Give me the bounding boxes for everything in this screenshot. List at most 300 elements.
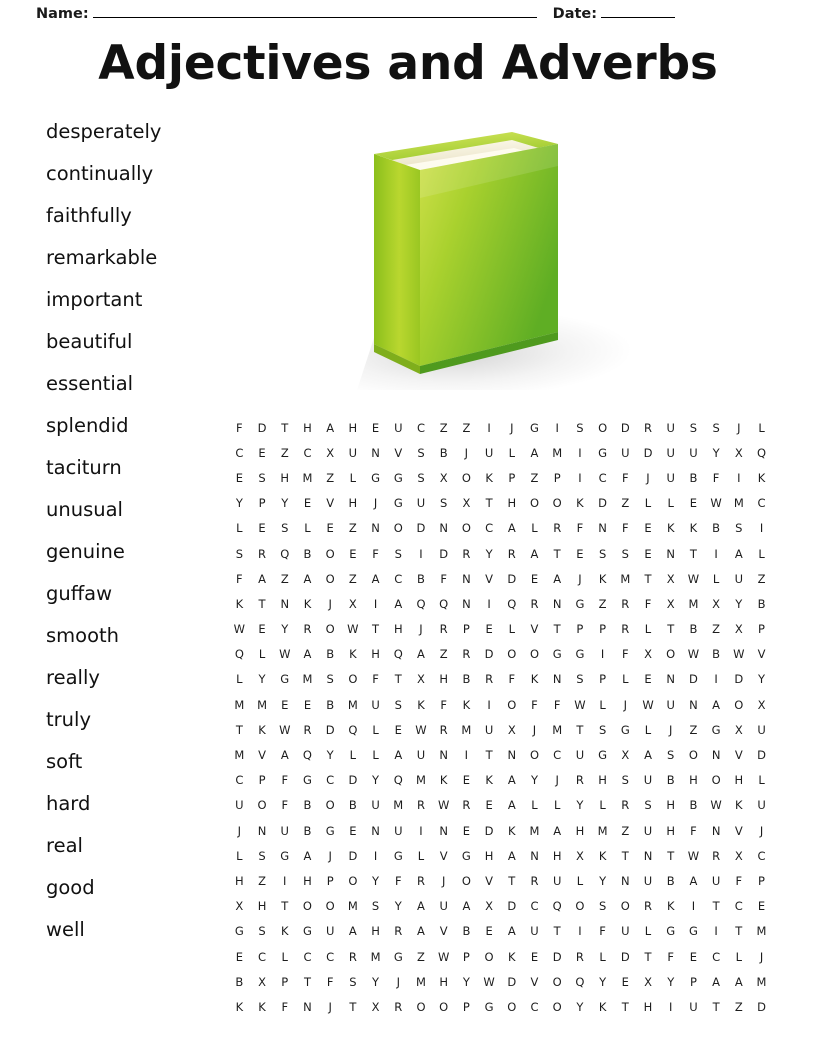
grid-cell[interactable]: J [328,596,332,611]
grid-cell[interactable]: L [349,748,357,763]
grid-cell[interactable]: B [235,974,244,989]
grid-cell[interactable]: F [531,697,538,712]
grid-cell[interactable]: A [507,848,516,863]
grid-cell[interactable]: K [576,496,584,511]
grid-cell[interactable]: S [258,470,266,485]
grid-cell[interactable]: K [485,470,493,485]
grid-cell[interactable]: I [578,470,582,485]
grid-cell[interactable]: L [508,622,515,637]
grid-cell[interactable]: A [417,647,425,662]
grid-cell[interactable]: Z [348,571,357,586]
grid-cell[interactable]: O [507,697,517,712]
grid-cell[interactable]: G [393,848,403,863]
grid-cell[interactable]: Z [439,420,448,435]
grid-cell[interactable]: Y [372,773,380,788]
grid-cell[interactable]: G [393,496,403,511]
grid-cell[interactable]: W [415,722,427,737]
grid-cell[interactable]: N [643,848,653,863]
grid-cell[interactable]: B [757,596,766,611]
grid-cell[interactable]: K [598,999,607,1014]
grid-cell[interactable]: Y [576,999,584,1014]
grid-cell[interactable]: F [236,420,243,435]
grid-cell[interactable]: S [735,521,743,536]
grid-cell[interactable]: O [439,999,449,1014]
grid-cell[interactable]: X [485,899,494,914]
grid-cell[interactable]: T [281,420,289,435]
grid-cell[interactable]: H [303,873,312,888]
grid-cell[interactable]: H [235,873,244,888]
grid-cell[interactable]: M [257,697,268,712]
grid-cell[interactable]: L [644,622,652,637]
grid-cell[interactable]: L [644,924,652,939]
grid-cell[interactable]: J [578,571,582,586]
grid-cell[interactable]: S [417,445,425,460]
grid-cell[interactable]: Q [393,773,403,788]
grid-cell[interactable]: K [258,999,266,1014]
grid-cell[interactable]: I [578,924,582,939]
grid-cell[interactable]: E [349,546,357,561]
grid-cell[interactable]: B [462,672,471,687]
grid-cell[interactable]: X [734,848,743,863]
grid-cell[interactable]: K [757,470,766,485]
grid-cell[interactable]: J [646,470,650,485]
grid-cell[interactable]: H [666,798,676,813]
grid-cell[interactable]: L [258,647,266,662]
grid-cell[interactable]: O [461,470,471,485]
grid-cell[interactable]: K [689,521,698,536]
grid-cell[interactable]: S [349,974,357,989]
grid-cell[interactable]: D [257,420,267,435]
grid-cell[interactable]: E [258,445,266,460]
grid-cell[interactable]: E [462,773,471,788]
grid-cell[interactable]: L [372,748,379,763]
grid-cell[interactable]: O [325,622,335,637]
grid-cell[interactable]: J [759,823,764,838]
grid-cell[interactable]: V [757,647,766,662]
grid-cell[interactable]: F [508,672,516,687]
grid-cell[interactable]: T [303,974,311,989]
grid-cell[interactable]: Z [621,496,630,511]
grid-cell[interactable]: O [393,521,403,536]
grid-cell[interactable]: D [416,521,426,536]
grid-cell[interactable]: C [394,571,403,586]
grid-cell[interactable]: G [371,470,381,485]
grid-cell[interactable]: R [485,672,494,687]
grid-cell[interactable]: F [326,974,334,989]
grid-cell[interactable]: O [575,899,585,914]
grid-cell[interactable]: P [326,873,334,888]
grid-cell[interactable]: I [691,899,696,914]
grid-cell[interactable]: O [348,672,358,687]
grid-cell[interactable]: M [234,697,245,712]
grid-cell[interactable]: G [461,848,471,863]
grid-cell[interactable]: T [667,622,675,637]
grid-cell[interactable]: A [394,596,403,611]
grid-cell[interactable]: O [325,571,335,586]
grid-cell[interactable]: L [758,546,765,561]
grid-cell[interactable]: E [644,546,652,561]
grid-cell[interactable]: V [530,974,539,989]
grid-cell[interactable]: Y [394,899,402,914]
grid-cell[interactable]: M [347,697,358,712]
grid-cell[interactable]: A [553,571,562,586]
grid-cell[interactable]: O [552,974,562,989]
date-write-line[interactable] [601,7,675,18]
grid-cell[interactable]: M [756,974,767,989]
grid-cell[interactable]: X [644,647,652,662]
grid-cell[interactable]: J [737,420,741,435]
grid-cell[interactable]: D [598,496,608,511]
grid-cell[interactable]: J [396,974,400,989]
grid-cell[interactable]: C [734,899,743,914]
grid-cell[interactable]: B [462,924,471,939]
grid-cell[interactable]: A [507,798,516,813]
grid-cell[interactable]: E [235,949,243,964]
grid-cell[interactable]: C [530,899,539,914]
grid-cell[interactable]: O [620,899,630,914]
grid-cell[interactable]: D [620,420,630,435]
grid-cell[interactable]: L [553,798,561,813]
grid-cell[interactable]: O [507,999,517,1014]
grid-cell[interactable]: I [759,521,764,536]
grid-cell[interactable]: M [620,571,631,586]
grid-cell[interactable]: G [666,924,676,939]
grid-cell[interactable]: X [666,571,675,586]
grid-cell[interactable]: Y [235,496,243,511]
grid-cell[interactable]: T [621,848,629,863]
grid-cell[interactable]: N [371,521,380,536]
grid-cell[interactable]: R [258,546,267,561]
grid-cell[interactable]: U [484,722,494,737]
grid-cell[interactable]: S [576,420,584,435]
grid-cell[interactable]: L [372,722,379,737]
grid-cell[interactable]: G [484,999,494,1014]
grid-cell[interactable]: A [530,546,539,561]
grid-cell[interactable]: L [712,571,720,586]
grid-cell[interactable]: W [687,848,700,863]
grid-cell[interactable]: A [712,697,721,712]
grid-cell[interactable]: E [326,521,334,536]
grid-cell[interactable]: U [371,697,380,712]
grid-cell[interactable]: F [236,571,243,586]
grid-cell[interactable]: I [714,672,718,687]
grid-cell[interactable]: X [417,672,425,687]
grid-cell[interactable]: E [644,521,652,536]
grid-cell[interactable]: G [234,924,244,939]
grid-cell[interactable]: H [439,974,448,989]
grid-cell[interactable]: G [280,672,290,687]
grid-cell[interactable]: L [417,848,425,863]
grid-cell[interactable]: F [281,773,289,788]
grid-cell[interactable]: N [257,823,267,838]
grid-cell[interactable]: N [462,571,471,586]
grid-cell[interactable]: N [666,672,676,687]
grid-cell[interactable]: P [758,622,765,637]
grid-cell[interactable]: S [689,420,698,435]
grid-cell[interactable]: E [621,974,629,989]
grid-cell[interactable]: G [325,823,335,838]
grid-cell[interactable]: Y [462,974,470,989]
grid-cell[interactable]: O [666,647,676,662]
grid-cell[interactable]: G [530,420,539,435]
grid-cell[interactable]: K [666,521,675,536]
grid-cell[interactable]: F [621,470,629,485]
grid-cell[interactable]: X [734,622,743,637]
grid-cell[interactable]: E [485,622,493,637]
grid-cell[interactable]: S [440,496,448,511]
grid-cell[interactable]: S [371,899,380,914]
grid-cell[interactable]: J [441,873,446,888]
grid-cell[interactable]: Y [372,974,380,989]
grid-cell[interactable]: B [439,445,448,460]
grid-cell[interactable]: W [710,496,722,511]
grid-cell[interactable]: O [461,873,471,888]
grid-cell[interactable]: O [325,546,335,561]
grid-cell[interactable]: F [440,697,447,712]
grid-cell[interactable]: Y [258,672,266,687]
grid-cell[interactable]: U [416,496,426,511]
grid-cell[interactable]: T [621,999,629,1014]
grid-cell[interactable]: F [621,521,629,536]
grid-cell[interactable]: D [734,672,744,687]
grid-cell[interactable]: S [667,748,675,763]
grid-cell[interactable]: T [485,748,493,763]
grid-cell[interactable]: R [439,722,448,737]
grid-cell[interactable]: R [439,622,448,637]
grid-cell[interactable]: O [325,798,335,813]
grid-cell[interactable]: X [621,748,630,763]
grid-cell[interactable]: U [280,823,289,838]
grid-cell[interactable]: A [417,924,425,939]
grid-cell[interactable]: U [235,798,244,813]
grid-cell[interactable]: N [598,521,607,536]
grid-cell[interactable]: I [487,420,491,435]
grid-cell[interactable]: K [439,773,448,788]
grid-cell[interactable]: O [484,949,494,964]
grid-cell[interactable]: X [666,596,675,611]
grid-cell[interactable]: P [462,999,470,1014]
grid-cell[interactable]: S [598,899,607,914]
grid-cell[interactable]: H [689,773,698,788]
grid-cell[interactable]: Z [326,470,335,485]
grid-cell[interactable]: F [735,873,743,888]
grid-cell[interactable]: H [552,848,562,863]
grid-cell[interactable]: U [734,571,744,586]
grid-cell[interactable]: Q [416,596,426,611]
grid-cell[interactable]: V [485,873,494,888]
grid-cell[interactable]: V [439,924,448,939]
grid-cell[interactable]: Z [621,823,630,838]
grid-cell[interactable]: C [485,521,494,536]
grid-cell[interactable]: M [597,823,608,838]
grid-cell[interactable]: B [712,521,721,536]
grid-cell[interactable]: R [575,949,584,964]
grid-cell[interactable]: E [235,470,243,485]
grid-cell[interactable]: L [599,949,606,964]
grid-cell[interactable]: W [687,571,700,586]
grid-cell[interactable]: W [347,622,359,637]
grid-cell[interactable]: X [235,899,244,914]
grid-cell[interactable]: H [575,823,585,838]
grid-cell[interactable]: G [688,924,698,939]
grid-cell[interactable]: E [644,672,652,687]
grid-cell[interactable]: U [689,999,698,1014]
grid-cell[interactable]: T [712,999,720,1014]
grid-cell[interactable]: U [394,420,403,435]
grid-cell[interactable]: O [461,521,471,536]
grid-cell[interactable]: H [734,773,744,788]
grid-cell[interactable]: A [553,823,562,838]
grid-cell[interactable]: H [303,420,312,435]
grid-cell[interactable]: F [576,521,584,536]
grid-cell[interactable]: D [439,546,449,561]
grid-cell[interactable]: P [462,622,470,637]
grid-cell[interactable]: Z [689,722,698,737]
grid-cell[interactable]: Q [302,748,312,763]
grid-cell[interactable]: U [552,873,562,888]
grid-cell[interactable]: B [303,546,312,561]
grid-cell[interactable]: T [576,722,584,737]
grid-cell[interactable]: M [416,773,426,788]
grid-cell[interactable]: E [281,697,289,712]
grid-cell[interactable]: O [325,899,335,914]
grid-cell[interactable]: O [507,647,517,662]
grid-cell[interactable]: G [303,924,312,939]
grid-cell[interactable]: U [666,445,675,460]
grid-cell[interactable]: A [689,873,698,888]
grid-cell[interactable]: B [689,622,698,637]
grid-cell[interactable]: A [326,420,335,435]
grid-cell[interactable]: Y [599,974,607,989]
grid-cell[interactable]: M [552,445,563,460]
grid-cell[interactable]: L [531,521,538,536]
grid-cell[interactable]: C [326,773,335,788]
grid-cell[interactable]: P [462,949,470,964]
grid-cell[interactable]: G [575,647,585,662]
grid-cell[interactable]: R [462,798,471,813]
grid-cell[interactable]: O [348,873,358,888]
grid-cell[interactable]: P [599,622,607,637]
grid-cell[interactable]: U [757,798,766,813]
grid-cell[interactable]: W [483,974,495,989]
grid-cell[interactable]: N [303,999,312,1014]
grid-cell[interactable]: Y [599,873,607,888]
grid-cell[interactable]: W [733,647,745,662]
grid-cell[interactable]: K [485,773,493,788]
grid-cell[interactable]: I [464,748,469,763]
grid-cell[interactable]: A [258,571,266,586]
grid-cell[interactable]: D [507,571,517,586]
grid-cell[interactable]: T [667,848,675,863]
grid-cell[interactable]: R [303,722,312,737]
grid-cell[interactable]: P [758,873,765,888]
grid-cell[interactable]: A [530,445,539,460]
grid-cell[interactable]: A [280,748,289,763]
grid-cell[interactable]: T [553,924,561,939]
grid-cell[interactable]: L [599,798,606,813]
grid-cell[interactable]: A [394,748,403,763]
grid-cell[interactable]: R [462,546,471,561]
grid-cell[interactable]: T [485,496,493,511]
grid-cell[interactable]: L [531,798,538,813]
grid-cell[interactable]: K [280,924,289,939]
grid-cell[interactable]: A [507,773,516,788]
grid-cell[interactable]: L [304,521,311,536]
grid-cell[interactable]: F [281,798,289,813]
grid-cell[interactable]: J [510,420,514,435]
grid-cell[interactable]: X [462,496,471,511]
grid-cell[interactable]: H [371,924,380,939]
grid-cell[interactable]: H [439,672,448,687]
grid-cell[interactable]: D [348,773,358,788]
grid-cell[interactable]: B [689,798,698,813]
grid-cell[interactable]: E [689,496,698,511]
grid-cell[interactable]: U [643,823,653,838]
grid-cell[interactable]: N [621,873,630,888]
grid-cell[interactable]: N [711,748,721,763]
grid-cell[interactable]: S [235,546,243,561]
grid-cell[interactable]: M [733,496,744,511]
grid-cell[interactable]: D [484,647,494,662]
grid-cell[interactable]: M [688,596,699,611]
grid-cell[interactable]: V [258,748,266,763]
grid-cell[interactable]: P [281,974,289,989]
grid-cell[interactable]: S [576,672,584,687]
grid-cell[interactable]: A [417,899,425,914]
grid-cell[interactable]: G [393,470,403,485]
grid-cell[interactable]: O [257,798,267,813]
grid-cell[interactable]: N [371,823,380,838]
grid-cell[interactable]: K [508,823,516,838]
grid-cell[interactable]: Z [348,521,357,536]
grid-cell[interactable]: G [552,647,562,662]
grid-cell[interactable]: K [417,697,425,712]
grid-cell[interactable]: K [235,596,244,611]
grid-cell[interactable]: Y [485,546,493,561]
grid-cell[interactable]: T [644,571,652,586]
grid-cell[interactable]: E [485,924,493,939]
grid-cell[interactable]: E [530,949,539,964]
grid-cell[interactable]: M [529,823,540,838]
grid-cell[interactable]: M [756,924,767,939]
grid-cell[interactable]: D [620,949,630,964]
grid-cell[interactable]: Y [576,798,584,813]
grid-cell[interactable]: L [758,420,765,435]
grid-cell[interactable]: L [667,496,674,511]
grid-cell[interactable]: D [757,999,766,1014]
grid-cell[interactable]: P [258,496,266,511]
grid-cell[interactable]: U [530,924,539,939]
grid-cell[interactable]: Z [530,470,539,485]
grid-cell[interactable]: X [734,722,743,737]
grid-cell[interactable]: F [440,571,447,586]
grid-cell[interactable]: L [236,848,243,863]
grid-cell[interactable]: U [575,748,585,763]
grid-cell[interactable]: J [669,722,673,737]
grid-cell[interactable]: I [578,445,582,460]
grid-cell[interactable]: A [371,571,380,586]
grid-cell[interactable]: M [234,748,245,763]
grid-cell[interactable]: M [347,899,358,914]
grid-cell[interactable]: E [394,722,402,737]
grid-cell[interactable]: H [643,999,653,1014]
grid-cell[interactable]: S [621,546,629,561]
grid-cell[interactable]: F [599,924,606,939]
grid-cell[interactable]: Y [281,496,289,511]
grid-cell[interactable]: X [712,596,721,611]
grid-cell[interactable]: W [279,722,291,737]
grid-cell[interactable]: Q [280,546,290,561]
